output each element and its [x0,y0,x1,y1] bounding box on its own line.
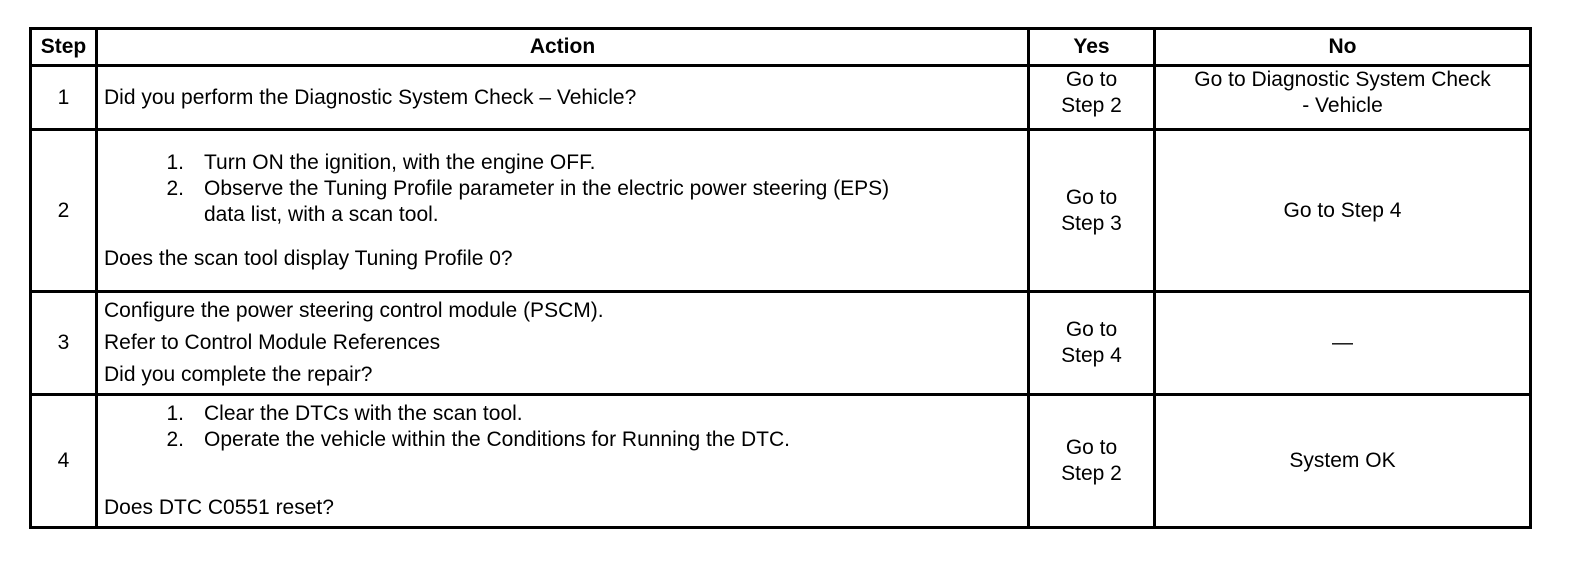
no-cell [1155,395,1531,528]
step-number: 3 [31,292,97,395]
yes-text: Go to [1065,436,1118,459]
yes-text: Go to [1065,185,1118,209]
procedure-text: Operate the vehicle within the Conditions for Running the DTC. [204,428,790,451]
header-yes: Yes [1029,29,1155,66]
no-cell [1155,130,1531,292]
yes-cell [1029,130,1155,292]
table-row [31,395,1531,528]
no-cell [1155,292,1531,395]
action-text: Configure the power steering control module (PSCM). [104,299,604,322]
step-number: 4 [31,395,97,528]
step-number: 1 [31,66,97,130]
procedure-item [104,176,1021,228]
yes-cell [1029,395,1155,528]
procedure-item [104,427,1021,453]
procedure-text: Observe the Tuning Profile parameter in the electric power steering (EPS) [204,176,890,200]
no-text: Go to Diagnostic System Check [1194,68,1491,91]
question-text: Does the scan tool display Tuning Profile 0? [104,246,513,270]
question-text: Did you complete the repair? [104,363,373,386]
yes-text: Go to [1065,68,1118,91]
no-text: Go to Step 4 [1283,198,1402,222]
diagnostic-table [29,27,1532,529]
yes-text: Go to [1065,318,1118,341]
procedure-item [104,150,1021,176]
table-header-row [31,29,1531,66]
step-number: 2 [31,130,97,292]
action-cell [97,395,1029,528]
yes-text: Step 3 [1061,211,1122,235]
action-cell [97,66,1029,130]
reference-link[interactable]: Refer to Control Module References [104,331,441,354]
yes-text: Step 2 [1061,94,1122,117]
no-text: System OK [1289,449,1396,472]
procedure-list [104,401,1021,453]
procedure-number: 1. [166,402,184,425]
procedure-text: Turn ON the ignition, with the engine OFF. [204,150,596,174]
action-text: Did you perform the Diagnostic System Check – Vehicle? [104,85,637,109]
header-step: Step [31,29,97,66]
header-no: No [1155,29,1531,66]
procedure-list [104,150,1021,228]
procedure-number: 1. [166,150,184,174]
yes-text: Step 4 [1061,344,1122,367]
procedure-item [104,401,1021,427]
procedure-text: data list, with a scan tool. [204,202,439,226]
header-action: Action [97,29,1029,66]
procedure-number: 2. [166,428,184,451]
no-cell [1155,66,1531,130]
no-text: - Vehicle [1302,94,1383,117]
action-cell [97,292,1029,395]
table-row [31,292,1531,395]
yes-cell [1029,292,1155,395]
yes-cell [1029,66,1155,130]
yes-text: Step 2 [1061,462,1122,485]
procedure-number: 2. [166,176,184,200]
table-row [31,130,1531,292]
question-text: Does DTC C0551 reset? [104,496,334,519]
no-text: — [1332,331,1353,354]
table-row [31,66,1531,130]
procedure-text: Clear the DTCs with the scan tool. [204,402,523,425]
action-cell [97,130,1029,292]
